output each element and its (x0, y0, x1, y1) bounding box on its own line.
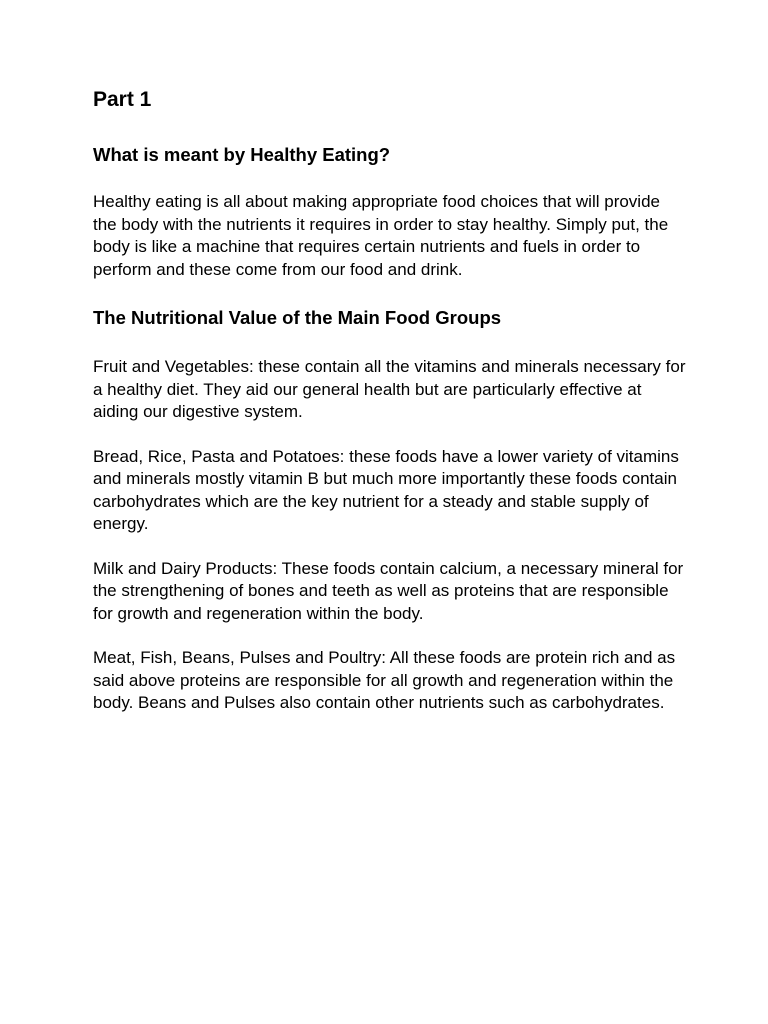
part-title: Part 1 (93, 88, 152, 111)
section-food-groups (93, 305, 688, 715)
paragraph-fruit-vegetables: Fruit and Vegetables: these contain all the vitamins and minerals necessary for a healthy diet. They aid our general health but are particularly effective at aiding our digestive system. (93, 357, 686, 421)
paragraph-meat-fish-beans: Meat, Fish, Beans, Pulses and Poultry: All these foods are protein rich and as said above proteins are responsible for all growth and regeneration within the body. Beans and Pulses also contain other nutrients such as carbohydrates. (93, 648, 676, 712)
section-healthy-eating (93, 142, 688, 281)
paragraph-healthy-eating: Healthy eating is all about making appropriate food choices that will provide the body with the nutrients it requires in order to stay healthy. Simply put, the body is like a machine that requires certain nutrients and fuels in order to perform and these come from our food and drink. (93, 192, 669, 279)
paragraph-bread-rice-pasta: Bread, Rice, Pasta and Potatoes: these foods have a lower variety of vitamins and minerals mostly vitamin B but much more importantly these foods contain carbohydrates which are the key nutrient for a steady and stable supply of energy. (93, 446, 679, 533)
section-heading: The Nutritional Value of the Main Food Groups (93, 307, 502, 328)
paragraph-milk-dairy: Milk and Dairy Products: These foods contain calcium, a necessary mineral for the strengthening of bones and teeth as well as proteins that are responsible for growth and regeneration within the body. (93, 558, 684, 623)
section-heading: What is meant by Healthy Eating? (93, 144, 391, 165)
